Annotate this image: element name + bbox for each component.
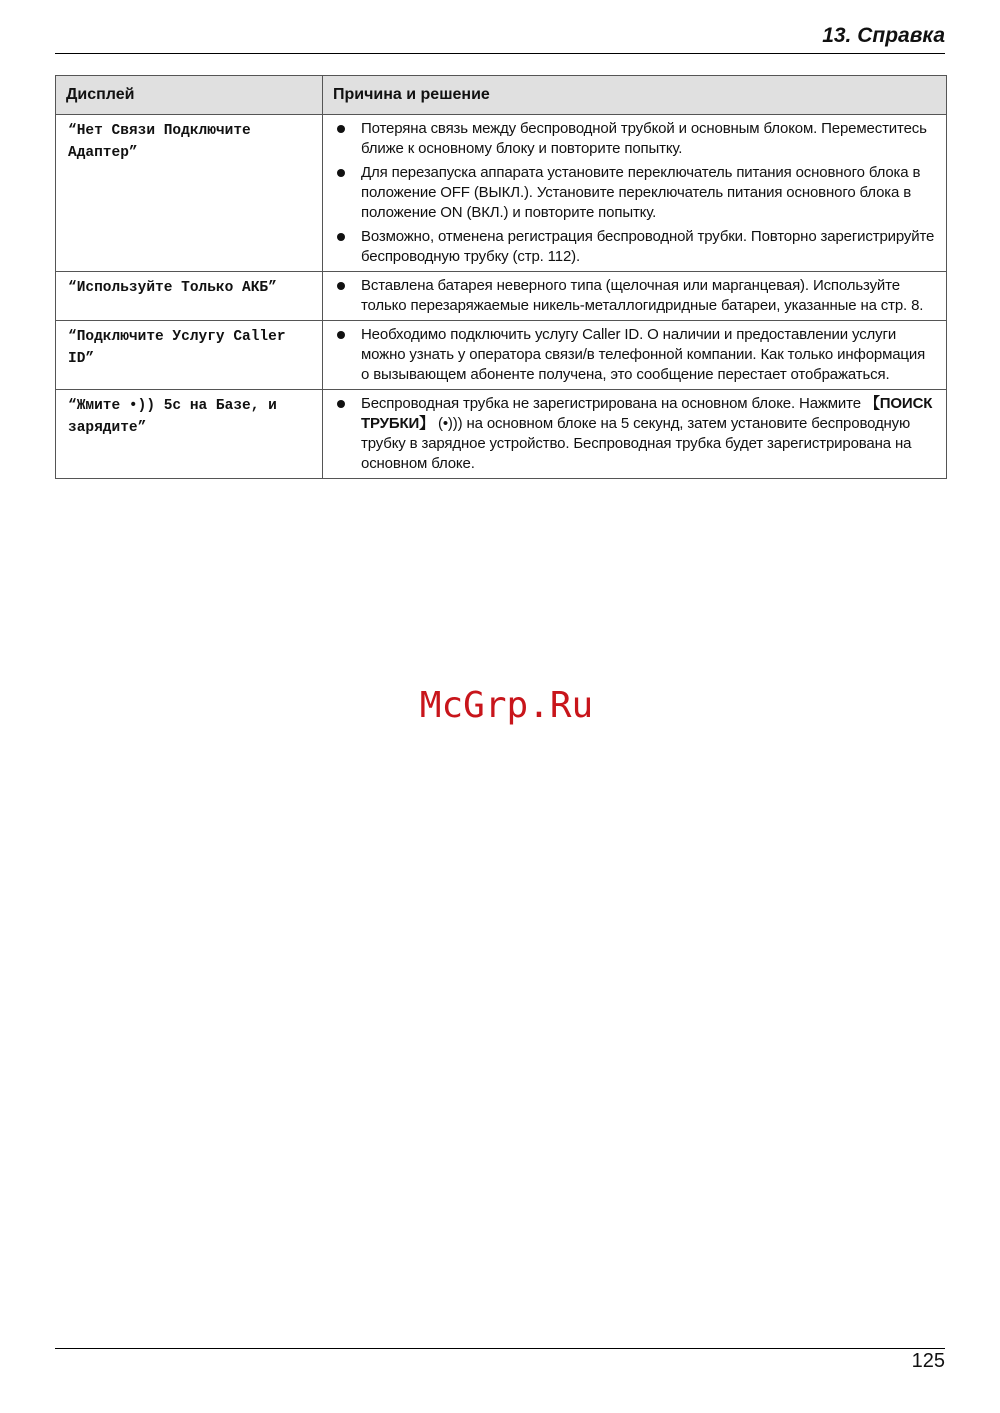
bullet-icon: [337, 331, 345, 339]
table-row: [56, 390, 947, 479]
bullet-icon: [337, 169, 345, 177]
footer-divider: [55, 1348, 945, 1349]
solution-item: [335, 276, 936, 316]
solution-list: [335, 119, 936, 267]
solution-list: [335, 394, 936, 474]
bullet-icon: [337, 400, 345, 408]
header-divider: [55, 53, 945, 54]
bullet-icon: [337, 282, 345, 290]
solution-text-before: Беспроводная трубка не зарегистрирована на основном блоке. Нажмите: [361, 395, 865, 412]
solution-list: [335, 276, 936, 316]
column-header-display: Дисплей: [56, 76, 323, 115]
solution-cell: [323, 272, 947, 321]
handset-locator-key-label: 【ПОИСК ТРУБКИ】: [361, 395, 933, 432]
solution-text: Вставлена батарея неверного типа (щелочная или марганцевая). Используйте только перезаряжаемые никель-металлогидридные батареи, указанные на стр. 8.: [361, 277, 924, 314]
table-row: [56, 272, 947, 321]
display-message: “Используйте Только АКБ”: [56, 272, 323, 321]
solution-list: [335, 325, 936, 385]
solution-text-after: (•))) на основном блоке на 5 секунд, затем установите беспроводную трубку в зарядное устройство. Беспроводная трубка будет зарегистрирована на основном блоке.: [361, 415, 912, 472]
solution-item: [335, 119, 936, 159]
solution-item: [335, 163, 936, 223]
troubleshooting-table: [55, 75, 947, 479]
solution-text: Необходимо подключить услугу Caller ID. О наличии и предоставлении услуги можно узнать у оператора связи/в телефонной компании. Как только информация о вызывающем абоненте получена, это сообщение перестает отображаться.: [361, 326, 926, 383]
solution-item: [335, 394, 936, 474]
solution-item: [335, 227, 936, 267]
table-row: [56, 321, 947, 390]
bullet-icon: [337, 233, 345, 241]
section-title: 13. Справка: [822, 24, 945, 47]
solution-cell: [323, 390, 947, 479]
display-message: “Подключите Услугу Caller ID”: [56, 321, 323, 390]
display-message: “Нет Связи Подключите Адаптер”: [56, 115, 323, 272]
bullet-icon: [337, 125, 345, 133]
solution-text: Для перезапуска аппарата установите переключатель питания основного блока в положение OFF (ВЫКЛ.). Установите переключатель питания основного блока в положение ON (ВКЛ.) и повторите попытку.: [361, 164, 921, 221]
page-number: 125: [911, 1350, 945, 1372]
column-header-solution: Причина и решение: [323, 76, 947, 115]
solution-cell: [323, 115, 947, 272]
solution-text: Возможно, отменена регистрация беспроводной трубки. Повторно зарегистрируйте беспроводную трубку (стр. 112).: [361, 228, 935, 265]
solution-cell: [323, 321, 947, 390]
solution-item: [335, 325, 936, 385]
table-header-row: [56, 76, 947, 115]
display-message: “Жмите •)) 5с на Базе, и зарядите”: [56, 390, 323, 479]
table-row: [56, 115, 947, 272]
solution-text: Потеряна связь между беспроводной трубкой и основным блоком. Переместитесь ближе к основному блоку и повторите попытку.: [361, 120, 927, 157]
watermark: McGrp.Ru: [419, 685, 594, 726]
